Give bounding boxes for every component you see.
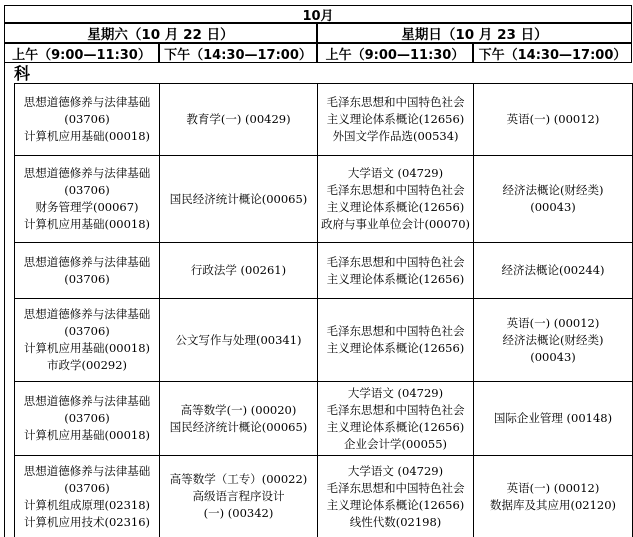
exam-cell-sun-afternoon	[473, 83, 633, 156]
table-left-border	[4, 63, 5, 537]
course-line: 企业会计学(00055)	[343, 436, 448, 451]
course-line: 国民经济统计概论(00065)	[169, 191, 308, 206]
course-line: 经济法概论(财经类)	[502, 183, 604, 197]
exam-cell-sun-afternoon	[473, 298, 633, 382]
course-line: 公文写作与处理(00341)	[175, 332, 302, 347]
course-line: 主义理论体系概论(12656)	[326, 341, 465, 355]
course-line: 思想道德修养与法律基础	[23, 463, 151, 478]
exam-cell-sun-morning	[317, 381, 474, 456]
slot-header-sun-afternoon: 下午（14:30—17:00）	[473, 43, 632, 63]
course-line: 毛泽东思想和中国特色社会	[326, 480, 465, 495]
course-line: 计算机应用技术(02316)	[23, 514, 151, 529]
course-line: (03706)	[64, 480, 110, 495]
course-line: 主义理论体系概论(12656)	[326, 200, 465, 214]
course-line: (03706)	[64, 183, 110, 197]
course-line: 思想道德修养与法律基础	[23, 394, 151, 408]
course-line: (一) (00342)	[203, 506, 274, 520]
course-line: 大学语文 (04729)	[347, 463, 444, 478]
course-line: 高级语言程序设计	[192, 489, 285, 503]
exam-cell-sat-morning	[14, 242, 160, 299]
exam-cell-sat-afternoon	[159, 83, 318, 156]
course-line: 英语(一) (00012)	[506, 112, 600, 126]
exam-cell-sun-morning	[317, 155, 474, 243]
course-line: 计算机组成原理(02318)	[23, 497, 151, 512]
course-line: 毛泽东思想和中国特色社会	[326, 324, 465, 338]
course-line: (03706)	[64, 271, 110, 286]
exam-cell-sun-morning	[317, 455, 474, 537]
subject-label: 科	[14, 64, 31, 83]
course-line: 主义理论体系概论(12656)	[326, 112, 465, 126]
course-line: (03706)	[64, 411, 110, 425]
course-line: 教育学(一) (00429)	[186, 112, 291, 126]
exam-cell-sat-afternoon	[159, 155, 318, 243]
month-header: 10月	[4, 5, 632, 23]
course-line: 市政学(00292)	[46, 358, 128, 372]
course-line: (00043)	[530, 200, 576, 214]
course-line: 外国文学作品选(00534)	[332, 129, 459, 143]
course-line: 行政法学 (00261)	[190, 263, 287, 277]
exam-cell-sat-afternoon	[159, 455, 318, 537]
course-line: 计算机应用基础(00018)	[23, 217, 151, 231]
course-line: 经济法概论(财经类)	[502, 332, 604, 347]
exam-cell-sun-afternoon	[473, 242, 633, 299]
exam-cell-sat-morning	[14, 455, 160, 537]
course-line: 主义理论体系概论(12656)	[326, 419, 465, 434]
course-line: 线性代数(02198)	[349, 514, 442, 529]
course-line: 英语(一) (00012)	[506, 315, 600, 330]
course-line: 毛泽东思想和中国特色社会	[326, 95, 465, 109]
course-line: 大学语文 (04729)	[347, 385, 444, 400]
day-header-sunday: 星期日（10 月 23 日）	[317, 23, 632, 43]
slot-header-sat-morning: 上午（9:00—11:30）	[4, 43, 159, 63]
course-line: 思想道德修养与法律基础	[23, 166, 151, 180]
course-line: (03706)	[64, 324, 110, 338]
course-line: 国际企业管理 (00148)	[493, 411, 613, 425]
course-line: 国民经济统计概论(00065)	[169, 419, 308, 434]
course-line: 政府与事业单位会计(00070)	[320, 217, 471, 231]
exam-cell-sat-morning	[14, 155, 160, 243]
exam-cell-sun-morning	[317, 298, 474, 382]
exam-cell-sun-afternoon	[473, 155, 633, 243]
course-line: 思想道德修养与法律基础	[23, 254, 151, 269]
course-line: 高等数学(一) (00020)	[180, 402, 297, 417]
course-line: 毛泽东思想和中国特色社会	[326, 402, 465, 417]
course-line: (03706)	[64, 112, 110, 126]
course-line: 计算机应用基础(00018)	[23, 129, 151, 143]
exam-cell-sat-afternoon	[159, 381, 318, 456]
course-line: 数据库及其应用(02120)	[489, 497, 617, 512]
exam-cell-sat-morning	[14, 298, 160, 382]
course-line: 主义理论体系概论(12656)	[326, 497, 465, 512]
day-header-saturday: 星期六（10 月 22 日）	[4, 23, 317, 43]
course-line: 高等数学（工专）(00022)	[169, 472, 308, 486]
slot-header-sun-morning: 上午（9:00—11:30）	[317, 43, 473, 63]
course-line: 大学语文 (04729)	[347, 166, 444, 180]
exam-cell-sat-afternoon	[159, 242, 318, 299]
course-line: 计算机应用基础(00018)	[23, 428, 151, 442]
exam-cell-sun-afternoon	[473, 381, 633, 456]
exam-cell-sun-morning	[317, 242, 474, 299]
course-line: 计算机应用基础(00018)	[23, 341, 151, 355]
course-line: 毛泽东思想和中国特色社会	[326, 183, 465, 197]
course-line: 毛泽东思想和中国特色社会	[326, 254, 465, 269]
course-line: 思想道德修养与法律基础	[23, 95, 151, 109]
exam-cell-sat-afternoon	[159, 298, 318, 382]
slot-header-sat-afternoon: 下午（14:30—17:00）	[159, 43, 317, 63]
course-line: 思想道德修养与法律基础	[23, 307, 151, 321]
course-line: (00043)	[530, 349, 576, 364]
course-line: 英语(一) (00012)	[506, 480, 600, 495]
course-line: 经济法概论(00244)	[501, 263, 605, 277]
exam-cell-sat-morning	[14, 83, 160, 156]
exam-cell-sun-afternoon	[473, 455, 633, 537]
exam-cell-sun-morning	[317, 83, 474, 156]
course-line: 财务管理学(00067)	[35, 200, 139, 214]
course-line: 主义理论体系概论(12656)	[326, 271, 465, 286]
exam-cell-sat-morning	[14, 381, 160, 456]
